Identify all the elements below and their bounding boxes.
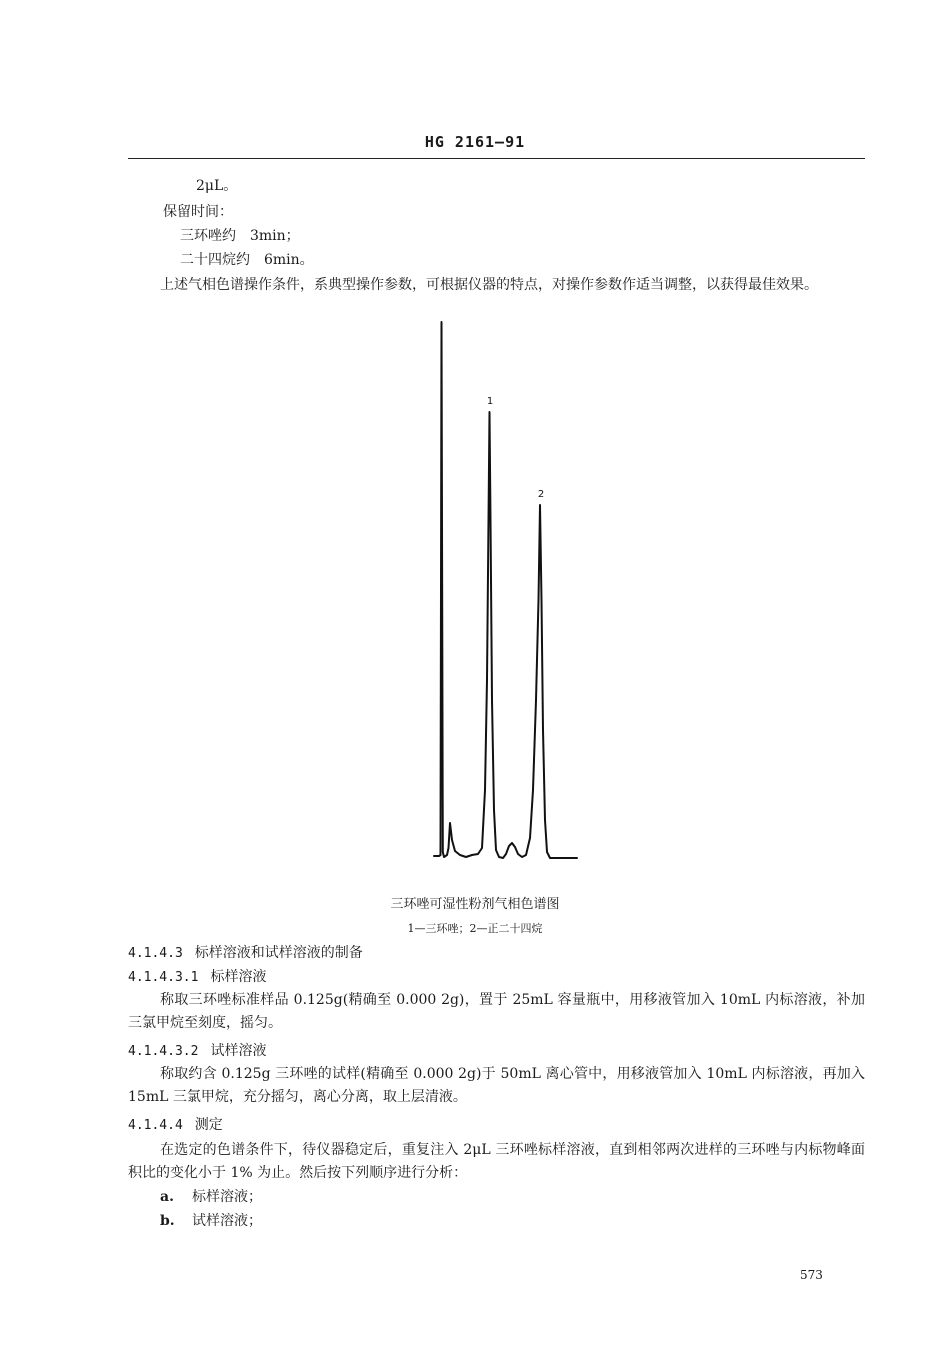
section-4-1-4-4 xyxy=(128,1114,223,1134)
peak-label-2: 2 xyxy=(537,489,545,500)
standard-code-header: HG 2161—91 xyxy=(424,133,526,151)
list-item xyxy=(160,1187,262,1207)
measurement-text: 在选定的色谱条件下，待仪器稳定后，重复注入 2μL 三环唑标样溶液，直到相邻两次进样的三环唑与内标物峰面积比的变化小于 1% 为止。然后按下列顺序进行分析： xyxy=(128,1142,865,1181)
list-item xyxy=(160,1211,262,1231)
list-item-label: a. xyxy=(160,1189,174,1205)
figure-legend: 1—三环唑；2—正二十四烷 xyxy=(407,922,543,935)
section-title: 标样溶液和试样溶液的制备 xyxy=(194,945,363,961)
section-title: 测定 xyxy=(194,1117,223,1133)
page-number: 573 xyxy=(800,1268,823,1282)
section-4-1-4-3 xyxy=(128,942,363,962)
retention-tetracosane: 二十四烷约 6min。 xyxy=(180,252,314,268)
standard-solution-text: 称取三环唑标准样品 0.125g(精确至 0.000 2g)，置于 25mL 容量瓶中，用移液管加入 10mL 内标溶液，补加三氯甲烷至刻度，摇匀。 xyxy=(128,992,865,1031)
list-item-label: b. xyxy=(160,1213,175,1229)
list-item-text: 试样溶液； xyxy=(192,1213,262,1229)
section-number: 4.1.4.4 xyxy=(128,1118,183,1133)
list-item-text: 标样溶液； xyxy=(192,1189,262,1205)
peak-label-1: 1 xyxy=(486,396,494,407)
section-title: 试样溶液 xyxy=(210,1043,267,1059)
chromatogram-trace xyxy=(434,322,577,858)
section-4-1-4-3-2 xyxy=(128,1040,266,1060)
conditions-note: 上述气相色谱操作条件，系典型操作参数，可根据仪器的特点，对操作参数作适当调整，以获得最佳效果。 xyxy=(160,277,818,293)
injection-volume-text: 2μL。 xyxy=(196,178,238,194)
section-4-1-4-3-1 xyxy=(128,966,266,986)
section-number: 4.1.4.3.2 xyxy=(128,1044,199,1059)
figure-caption: 三环唑可湿性粉剂气相色谱图 xyxy=(390,897,560,912)
section-number: 4.1.4.3.1 xyxy=(128,970,199,985)
retention-tricyclazole: 三环唑约 3min； xyxy=(180,228,300,244)
sample-solution-text: 称取约含 0.125g 三环唑的试样(精确至 0.000 2g)于 50mL 离心管中，用移液管加入 10mL 内标溶液，再加入 15mL 三氯甲烷，充分摇匀，离心分离，取上层清液。 xyxy=(128,1066,865,1105)
retention-label: 保留时间： xyxy=(163,204,233,220)
section-number: 4.1.4.3 xyxy=(128,946,183,961)
section-title: 标样溶液 xyxy=(210,969,267,985)
